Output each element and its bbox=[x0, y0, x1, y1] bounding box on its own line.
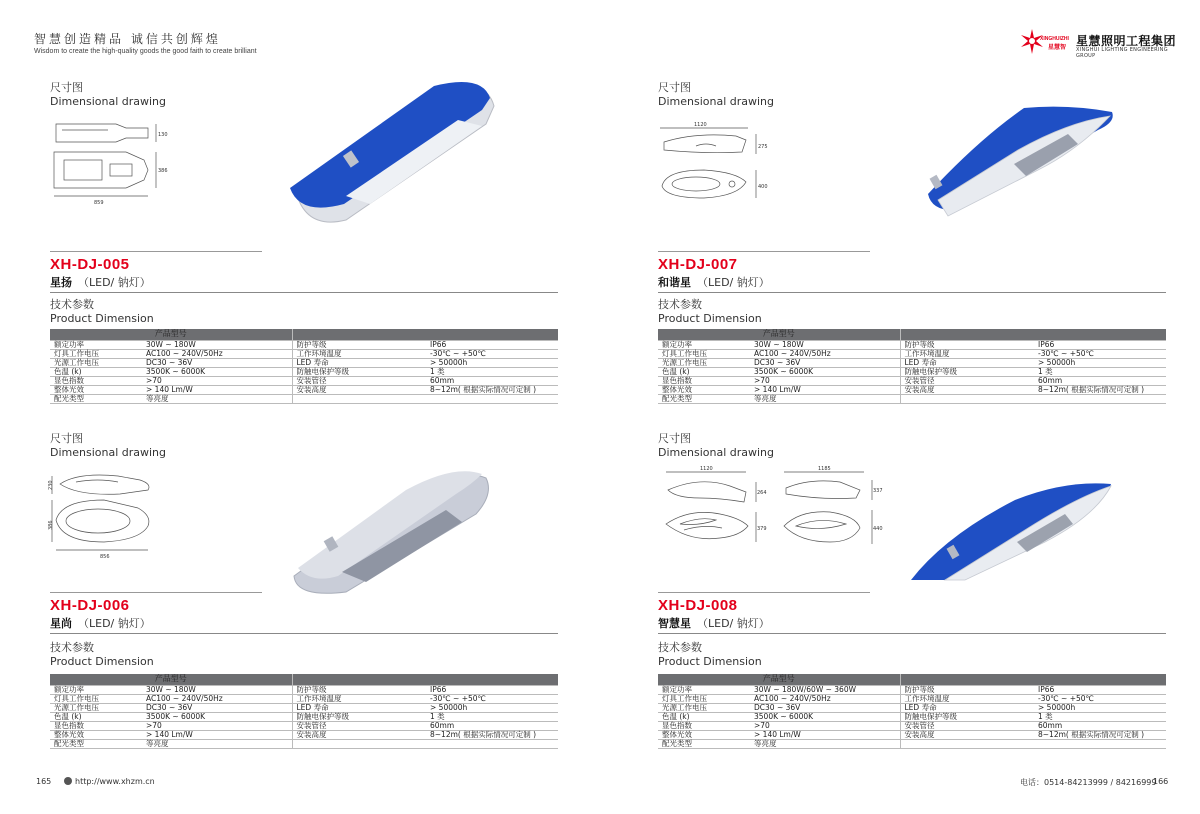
table-cell: 安装高度 bbox=[900, 730, 1034, 739]
dim-label-cn: 尺寸图 bbox=[50, 81, 83, 94]
table-row bbox=[50, 739, 558, 748]
website[interactable] bbox=[64, 777, 155, 786]
table-cell: 1 类 bbox=[426, 367, 558, 376]
spec-table-006 bbox=[50, 674, 558, 749]
table-row bbox=[50, 367, 558, 376]
dim-value: 337 bbox=[873, 488, 883, 494]
star-logo-icon bbox=[1018, 27, 1074, 57]
table-cell: 整体光效 bbox=[50, 385, 142, 394]
table-cell: >70 bbox=[142, 721, 292, 730]
table-cell: 1 类 bbox=[1034, 712, 1166, 721]
tech-label-en: Product Dimension bbox=[50, 312, 154, 325]
table-row bbox=[658, 340, 1166, 349]
table-cell: 8~12m( 根据实际情况可定制 ) bbox=[1034, 385, 1166, 394]
dim-value: 1185 bbox=[818, 466, 831, 472]
table-cell: 等亮度 bbox=[142, 394, 292, 403]
table-cell: DC30 ~ 36V bbox=[750, 703, 900, 712]
table-header-row bbox=[658, 674, 1166, 685]
table-cell: 30W ~ 180W bbox=[750, 340, 900, 349]
table-cell: 安装高度 bbox=[900, 385, 1034, 394]
table-cell: 等亮度 bbox=[750, 394, 900, 403]
table-cell: 防触电保护等级 bbox=[900, 367, 1034, 376]
table-cell: 安装管径 bbox=[900, 376, 1034, 385]
table-cell: > 140 Lm/W bbox=[750, 730, 900, 739]
table-cell: 30W ~ 180W/60W ~ 360W bbox=[750, 685, 900, 694]
table-cell: 安装管径 bbox=[292, 721, 426, 730]
table-row bbox=[658, 694, 1166, 703]
table-cell: 8~12m( 根据实际情况可定制 ) bbox=[1034, 730, 1166, 739]
dim-label-008 bbox=[658, 432, 774, 460]
table-cell: 色温 (k) bbox=[50, 367, 142, 376]
table-row bbox=[658, 703, 1166, 712]
table-cell: DC30 ~ 36V bbox=[142, 703, 292, 712]
tech-label-en: Product Dimension bbox=[50, 655, 154, 668]
table-header-row bbox=[658, 329, 1166, 340]
table-cell: 配光类型 bbox=[50, 394, 142, 403]
table-cell: 色温 (k) bbox=[50, 712, 142, 721]
table-cell: AC100 ~ 240V/50Hz bbox=[750, 349, 900, 358]
table-cell: 工作环境温度 bbox=[900, 349, 1034, 358]
table-cell bbox=[426, 394, 558, 403]
table-header-row bbox=[50, 329, 558, 340]
table-cell: 灯具工作电压 bbox=[658, 349, 750, 358]
table-header-row bbox=[50, 674, 558, 685]
dim-value: 379 bbox=[757, 526, 767, 532]
table-cell: > 50000h bbox=[426, 703, 558, 712]
table-row bbox=[50, 685, 558, 694]
table-cell: 光源工作电压 bbox=[50, 358, 142, 367]
table-cell: 3500K ~ 6000K bbox=[750, 367, 900, 376]
dim-value: 1120 bbox=[700, 466, 713, 472]
table-cell: 3500K ~ 6000K bbox=[142, 367, 292, 376]
model-code: XH-DJ-005 bbox=[50, 256, 130, 273]
table-cell: > 50000h bbox=[1034, 703, 1166, 712]
phone-number: 电话：0514-84213999 / 84216999 bbox=[1020, 778, 1157, 787]
model-name: 星扬 （LED/ 钠灯） bbox=[50, 276, 151, 289]
table-cell: 额定功率 bbox=[50, 340, 142, 349]
dim-value: 130 bbox=[158, 132, 168, 138]
table-cell: AC100 ~ 240V/50Hz bbox=[750, 694, 900, 703]
table-cell: 工作环境温度 bbox=[292, 694, 426, 703]
slogan bbox=[34, 30, 257, 55]
spec-table-007 bbox=[658, 329, 1166, 404]
table-cell: 3500K ~ 6000K bbox=[750, 712, 900, 721]
dim-label-006 bbox=[50, 432, 166, 460]
table-row bbox=[658, 685, 1166, 694]
table-cell: 显色指数 bbox=[658, 376, 750, 385]
table-row bbox=[50, 721, 558, 730]
lamp-photo-005 bbox=[286, 80, 506, 232]
table-cell bbox=[292, 739, 426, 748]
dim-label-cn: 尺寸图 bbox=[658, 81, 691, 94]
table-cell: 60mm bbox=[1034, 376, 1166, 385]
dim-label-cn: 尺寸图 bbox=[50, 432, 83, 445]
brand-name-en: XINGHUI LIGHTING ENGINEERING GROUP bbox=[1076, 47, 1168, 59]
table-cell: > 50000h bbox=[1034, 358, 1166, 367]
table-cell: AC100 ~ 240V/50Hz bbox=[142, 349, 292, 358]
table-row bbox=[50, 694, 558, 703]
table-header-cell: 产品型号 bbox=[50, 674, 292, 685]
dim-value: 264 bbox=[757, 490, 767, 496]
dim-label-007 bbox=[658, 81, 774, 109]
tech-label-en: Product Dimension bbox=[658, 312, 762, 325]
dim-label-en: Dimensional drawing bbox=[50, 95, 167, 108]
table-cell: -30℃ ~ +50℃ bbox=[1034, 694, 1166, 703]
table-row bbox=[658, 358, 1166, 367]
dim-value: 386 bbox=[158, 168, 168, 174]
table-row bbox=[50, 712, 558, 721]
model-name: 智慧星 （LED/ 钠灯） bbox=[658, 617, 770, 630]
table-cell: 防触电保护等级 bbox=[292, 712, 426, 721]
table-cell: 显色指数 bbox=[658, 721, 750, 730]
table-cell: 工作环境温度 bbox=[292, 349, 426, 358]
table-cell: 配光类型 bbox=[658, 394, 750, 403]
table-cell: 1 类 bbox=[426, 712, 558, 721]
table-cell: 光源工作电压 bbox=[50, 703, 142, 712]
table-row bbox=[50, 376, 558, 385]
page-number-right: 166 bbox=[1153, 777, 1169, 786]
dimension-drawing-005 bbox=[48, 116, 173, 208]
model-block-005 bbox=[50, 251, 262, 290]
dim-label-en: Dimensional drawing bbox=[658, 446, 775, 459]
table-row bbox=[50, 340, 558, 349]
tech-label-007 bbox=[658, 298, 762, 326]
website-url[interactable]: http://www.xhzm.cn bbox=[75, 777, 155, 786]
table-cell: 3500K ~ 6000K bbox=[142, 712, 292, 721]
logo-cn: 星慧智 bbox=[1048, 44, 1067, 51]
model-name: 星尚 （LED/ 钠灯） bbox=[50, 617, 151, 630]
table-cell: 灯具工作电压 bbox=[50, 694, 142, 703]
dim-label-cn: 尺寸图 bbox=[658, 432, 691, 445]
table-cell: LED 寿命 bbox=[900, 358, 1034, 367]
table-cell: 工作环境温度 bbox=[900, 694, 1034, 703]
table-cell bbox=[426, 739, 558, 748]
table-cell: > 140 Lm/W bbox=[750, 385, 900, 394]
table-cell: 安装管径 bbox=[900, 721, 1034, 730]
table-cell: 整体光效 bbox=[658, 730, 750, 739]
table-cell: 1 类 bbox=[1034, 367, 1166, 376]
dimension-drawing-007 bbox=[656, 120, 771, 210]
table-row bbox=[50, 703, 558, 712]
table-cell: 防护等级 bbox=[292, 340, 426, 349]
dim-value: 859 bbox=[94, 200, 104, 206]
table-header-cell: 产品型号 bbox=[658, 674, 900, 685]
dim-value: 1120 bbox=[694, 122, 707, 128]
tech-label-en: Product Dimension bbox=[658, 655, 762, 668]
dimension-drawing-006 bbox=[48, 468, 173, 560]
table-cell: 8~12m( 根据实际情况可定制 ) bbox=[426, 730, 558, 739]
table-cell: 灯具工作电压 bbox=[50, 349, 142, 358]
brand-name-cn: 星慧照明工程集团 bbox=[1076, 34, 1177, 48]
table-cell: 安装高度 bbox=[292, 730, 426, 739]
table-cell: 防护等级 bbox=[900, 685, 1034, 694]
table-cell bbox=[1034, 394, 1166, 403]
table-cell: > 140 Lm/W bbox=[142, 385, 292, 394]
tech-label-cn: 技术参数 bbox=[658, 641, 702, 654]
table-row bbox=[50, 394, 558, 403]
logo-text: XINGHUIZHI bbox=[1040, 36, 1069, 42]
table-row bbox=[50, 358, 558, 367]
table-cell: 安装高度 bbox=[292, 385, 426, 394]
dim-label-005 bbox=[50, 81, 166, 109]
tech-label-cn: 技术参数 bbox=[50, 298, 94, 311]
table-row bbox=[658, 712, 1166, 721]
dim-value: 856 bbox=[100, 554, 110, 560]
dim-value: 386 bbox=[48, 520, 54, 530]
tech-label-cn: 技术参数 bbox=[658, 298, 702, 311]
spec-table-005 bbox=[50, 329, 558, 404]
dim-value: 230 bbox=[48, 480, 54, 490]
lamp-photo-007 bbox=[918, 100, 1118, 222]
table-cell: 防护等级 bbox=[292, 685, 426, 694]
table-cell: -30℃ ~ +50℃ bbox=[426, 694, 558, 703]
tech-label-cn: 技术参数 bbox=[50, 641, 94, 654]
table-cell: 显色指数 bbox=[50, 721, 142, 730]
brand-logo bbox=[1018, 27, 1178, 57]
table-row bbox=[658, 394, 1166, 403]
model-code: XH-DJ-007 bbox=[658, 256, 738, 273]
table-cell: 安装管径 bbox=[292, 376, 426, 385]
table-cell: LED 寿命 bbox=[292, 358, 426, 367]
table-cell: LED 寿命 bbox=[900, 703, 1034, 712]
table-cell: 30W ~ 180W bbox=[142, 685, 292, 694]
table-cell: 60mm bbox=[426, 721, 558, 730]
dim-label-en: Dimensional drawing bbox=[50, 446, 167, 459]
dim-value: 440 bbox=[873, 526, 883, 532]
table-cell: > 140 Lm/W bbox=[142, 730, 292, 739]
table-cell bbox=[1034, 739, 1166, 748]
table-row bbox=[658, 376, 1166, 385]
table-row bbox=[50, 349, 558, 358]
table-cell: 额定功率 bbox=[658, 685, 750, 694]
table-cell: >70 bbox=[142, 376, 292, 385]
table-cell: 等亮度 bbox=[750, 739, 900, 748]
table-cell: 配光类型 bbox=[50, 739, 142, 748]
dim-value: 275 bbox=[758, 144, 768, 150]
table-cell: 8~12m( 根据实际情况可定制 ) bbox=[426, 385, 558, 394]
tech-label-005 bbox=[50, 298, 154, 326]
table-header-cell: 产品型号 bbox=[658, 329, 900, 340]
dimension-drawing-008 bbox=[660, 462, 885, 550]
table-cell: 额定功率 bbox=[658, 340, 750, 349]
table-row bbox=[658, 721, 1166, 730]
table-row bbox=[658, 367, 1166, 376]
table-cell: LED 寿命 bbox=[292, 703, 426, 712]
dim-label-en: Dimensional drawing bbox=[658, 95, 775, 108]
spec-table-008 bbox=[658, 674, 1166, 749]
table-cell: 60mm bbox=[1034, 721, 1166, 730]
table-cell: 光源工作电压 bbox=[658, 703, 750, 712]
table-cell: 灯具工作电压 bbox=[658, 694, 750, 703]
table-cell: 整体光效 bbox=[658, 385, 750, 394]
tech-label-008 bbox=[658, 641, 762, 669]
table-cell: AC100 ~ 240V/50Hz bbox=[142, 694, 292, 703]
table-cell: IP66 bbox=[1034, 685, 1166, 694]
table-cell: 色温 (k) bbox=[658, 712, 750, 721]
table-cell: 30W ~ 180W bbox=[142, 340, 292, 349]
dim-value: 400 bbox=[758, 184, 768, 190]
table-row bbox=[50, 385, 558, 394]
model-block-007 bbox=[658, 251, 870, 290]
table-cell: DC30 ~ 36V bbox=[750, 358, 900, 367]
table-cell: -30℃ ~ +50℃ bbox=[1034, 349, 1166, 358]
table-cell: 防触电保护等级 bbox=[292, 367, 426, 376]
table-cell: 色温 (k) bbox=[658, 367, 750, 376]
page-number-left: 165 bbox=[36, 777, 52, 786]
table-cell: 额定功率 bbox=[50, 685, 142, 694]
table-row bbox=[658, 349, 1166, 358]
table-cell: 显色指数 bbox=[50, 376, 142, 385]
table-row bbox=[50, 730, 558, 739]
table-cell: 防触电保护等级 bbox=[900, 712, 1034, 721]
model-block-006 bbox=[50, 592, 262, 631]
table-cell: IP66 bbox=[1034, 340, 1166, 349]
lamp-photo-006 bbox=[286, 464, 496, 596]
table-cell: 光源工作电压 bbox=[658, 358, 750, 367]
slogan-cn: 智慧创造精品 诚信共创辉煌 bbox=[34, 32, 221, 46]
table-cell: 整体光效 bbox=[50, 730, 142, 739]
table-row bbox=[658, 385, 1166, 394]
slogan-en: Wisdom to create the high-quality goods the good faith to create brilliant bbox=[34, 48, 257, 55]
table-row bbox=[658, 730, 1166, 739]
table-cell: 配光类型 bbox=[658, 739, 750, 748]
table-cell: > 50000h bbox=[426, 358, 558, 367]
lamp-photo-008 bbox=[905, 476, 1115, 588]
table-row bbox=[658, 739, 1166, 748]
model-code: XH-DJ-006 bbox=[50, 597, 130, 614]
table-cell: -30℃ ~ +50℃ bbox=[426, 349, 558, 358]
table-cell: >70 bbox=[750, 721, 900, 730]
table-cell: 等亮度 bbox=[142, 739, 292, 748]
table-cell bbox=[900, 739, 1034, 748]
model-name: 和谐星 （LED/ 钠灯） bbox=[658, 276, 770, 289]
table-cell: DC30 ~ 36V bbox=[142, 358, 292, 367]
model-block-008 bbox=[658, 592, 870, 631]
table-cell: 防护等级 bbox=[900, 340, 1034, 349]
table-header-cell: 产品型号 bbox=[50, 329, 292, 340]
table-cell bbox=[900, 394, 1034, 403]
table-cell: 60mm bbox=[426, 376, 558, 385]
table-cell: IP66 bbox=[426, 340, 558, 349]
globe-icon bbox=[64, 777, 72, 785]
tech-label-006 bbox=[50, 641, 154, 669]
table-cell bbox=[292, 394, 426, 403]
model-code: XH-DJ-008 bbox=[658, 597, 738, 614]
table-cell: IP66 bbox=[426, 685, 558, 694]
table-cell: >70 bbox=[750, 376, 900, 385]
